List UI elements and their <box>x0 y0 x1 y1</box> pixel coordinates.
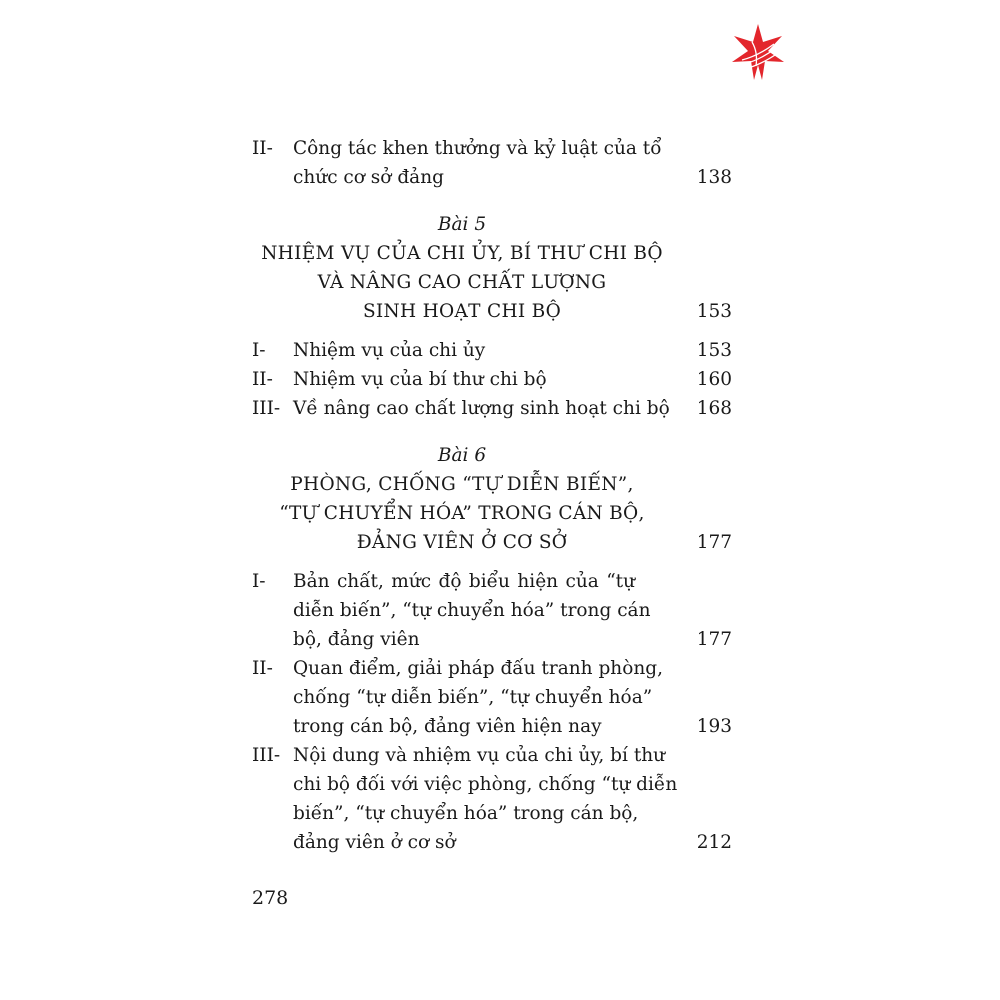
toc-entry-continuation <box>252 163 732 192</box>
page-ref: 177 <box>696 532 732 553</box>
section-number: II- <box>252 138 273 159</box>
section-title: chi bộ đối với việc phòng, chống “tự diễn <box>293 774 678 795</box>
section-title: diễn biến”, “tự chuyển hóa” trong cán <box>293 600 651 621</box>
section-title: Nội dung và nhiệm vụ của chi ủy, bí thư <box>293 745 666 766</box>
section-title: Về nâng cao chất lượng sinh hoạt chi bộ <box>293 398 670 419</box>
page-ref: 193 <box>696 716 732 737</box>
lesson-label: Bài 5 <box>437 214 487 235</box>
toc-entry <box>252 394 732 423</box>
section-number: III- <box>252 745 281 766</box>
toc-entry-continuation <box>252 596 732 625</box>
section-title: Quan điểm, giải pháp đấu tranh phòng, <box>293 658 663 679</box>
party-star-emblem-icon <box>728 22 788 82</box>
section-title: trong cán bộ, đảng viên hiện nay <box>293 716 602 737</box>
toc-entry-continuation <box>252 828 732 857</box>
page-number: 278 <box>252 887 289 909</box>
lesson-heading: SINH HOẠT CHI BỘ <box>362 301 562 322</box>
section-title: chức cơ sở đảng <box>293 167 444 188</box>
section-number: I- <box>252 340 266 361</box>
toc-entry-continuation <box>252 770 732 799</box>
toc-entry <box>252 654 732 683</box>
section-number: II- <box>252 369 273 390</box>
section-title: bộ, đảng viên <box>293 629 420 650</box>
section-number: I- <box>252 571 266 592</box>
section-title: chống “tự diễn biến”, “tự chuyển hóa” <box>293 687 653 708</box>
section-number: II- <box>252 658 273 679</box>
page-ref: 138 <box>696 167 732 188</box>
toc-entry <box>252 365 732 394</box>
lesson-heading: NHIỆM VỤ CỦA CHI ỦY, BÍ THƯ CHI BỘ <box>261 243 663 264</box>
toc-entry <box>252 336 732 365</box>
page-ref: 160 <box>696 369 732 390</box>
toc-entry <box>252 134 732 163</box>
section-title: Nhiệm vụ của bí thư chi bộ <box>293 369 547 390</box>
section-title: Bản chất, mức độ biểu hiện của “tự <box>293 571 635 592</box>
section-title: Nhiệm vụ của chi ủy <box>293 340 486 361</box>
lesson-heading: ĐẢNG VIÊN Ở CƠ SỞ <box>356 532 568 553</box>
toc-entry-continuation <box>252 799 732 828</box>
lesson-heading: PHÒNG, CHỐNG “TỰ DIỄN BIẾN”, <box>290 474 634 495</box>
lesson-label: Bài 6 <box>437 445 487 466</box>
page-ref: 153 <box>696 301 732 322</box>
section-number: III- <box>252 398 281 419</box>
toc-entry-continuation <box>252 712 732 741</box>
lesson-heading-last <box>252 528 732 557</box>
section-title: Công tác khen thưởng và kỷ luật của tổ <box>293 138 662 159</box>
page-ref: 212 <box>696 832 732 853</box>
toc-entry-continuation <box>252 683 732 712</box>
table-of-contents <box>252 134 732 857</box>
lesson-heading: “TỰ CHUYỂN HÓA” TRONG CÁN BỘ, <box>279 503 645 524</box>
lesson-heading: VÀ NÂNG CAO CHẤT LƯỢNG <box>317 272 607 293</box>
toc-entry-continuation <box>252 625 732 654</box>
toc-entry <box>252 741 732 770</box>
lesson-heading-last <box>252 297 732 326</box>
section-title: biến”, “tự chuyển hóa” trong cán bộ, <box>293 803 639 824</box>
page-ref: 177 <box>696 629 732 650</box>
page-ref: 168 <box>696 398 732 419</box>
page-ref: 153 <box>696 340 732 361</box>
section-title: đảng viên ở cơ sở <box>293 832 456 853</box>
toc-entry <box>252 567 732 596</box>
